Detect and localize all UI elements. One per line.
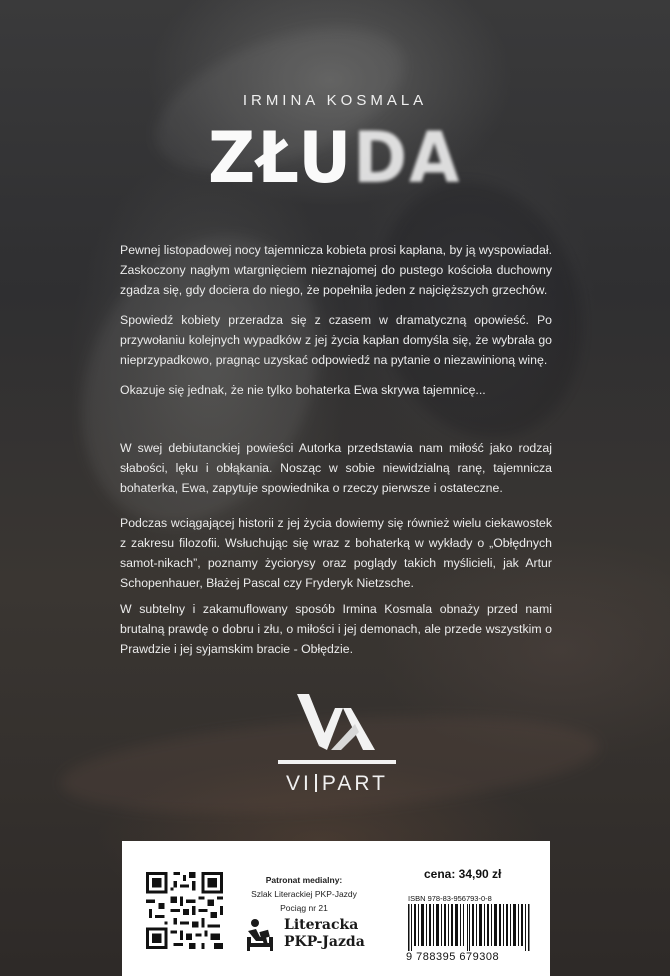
publisher-bar bbox=[315, 774, 317, 792]
qr-code-icon bbox=[146, 872, 223, 949]
brand-line: PKP-Jazda bbox=[284, 934, 365, 950]
info-panel bbox=[122, 841, 550, 976]
book-title bbox=[208, 118, 461, 198]
title-main: ZŁU bbox=[208, 117, 354, 199]
patron-line: Szlak Literackiej PKP-Jazdy bbox=[251, 889, 357, 899]
blurb-paragraph: Pewnej listopadowej nocy tajemnicza kobieta prosi kapłana, by ją wyspowiadał. Zaskoczony nagłym wtargnięciem nieznajomej do pustego kościoła duchowny zgadza się, gdy dociera do niego, że popełniła jeden z najcięższych grzechów. bbox=[120, 243, 552, 297]
barcode-number: 9 788395 679308 bbox=[406, 951, 500, 963]
price-label: cena: 34,90 zł bbox=[424, 867, 502, 881]
literacka-pkp-jazda-logo bbox=[244, 917, 384, 957]
author-name: IRMINA KOSMALA bbox=[242, 92, 428, 109]
blurb-paragraph: Spowiedź kobiety przeradza się z czasem w dramatyczną opowieść. Po przywołaniu kolejnych wypadków z jej życia kapłan domyśla się, że wybrała go nieprzypadkowo, pragnąc uzyskać odpowiedź na pytanie o niezawinioną winę. bbox=[120, 313, 552, 367]
blurb-paragraph: Podczas wciągającej historii z jej życia dowiemy się również wielu ciekawostek z zakresu filozofii. Wsłuchując się wraz z bohaterką w wykłady o „Obłędnych samot-nikach”, poznamy życiorysy oraz poglądy takich myślicieli, jak Artur Schopenhauer, Błażej Pascal czy Fryderyk Nietzsche. bbox=[120, 516, 552, 590]
logo-divider bbox=[278, 760, 396, 764]
title-fade: DA bbox=[353, 117, 462, 199]
media-patron bbox=[238, 873, 370, 915]
reader-armchair-icon bbox=[244, 917, 280, 953]
publisher-name bbox=[274, 772, 400, 796]
barcode-icon bbox=[408, 904, 530, 951]
blurb-paragraph: W swej debiutanckiej powieści Autorka przedstawia nam miłość jako rodzaj słabości, lęku i obłąkania. Nosząc w sobie niewidzialną ranę, tajemnicza bohaterka, Ewa, zapytuje spowiednika o rzeczy pierwsze i ostateczne. bbox=[120, 441, 552, 495]
publisher-name-left: VI bbox=[286, 772, 312, 795]
publisher-name-right: PART bbox=[321, 772, 388, 795]
blurb-paragraph: W subtelny i zakamuflowany sposób Irmina Kosmala obnaży przed nami brutalną prawdę o dobru i złu, o miłości i jej demonach, ale przede wszystkim o Prawdzie i jej syjamskim bracie - Obłędzie. bbox=[120, 602, 552, 656]
blurb-paragraph: Okazuje się jednak, że nie tylko bohaterka Ewa skrywa tajemnicę... bbox=[120, 383, 486, 397]
brand-line: Literacka bbox=[284, 917, 359, 933]
patron-line: Pociąg nr 21 bbox=[280, 903, 328, 913]
isbn-label: ISBN 978-83-956793-0-8 bbox=[408, 894, 492, 903]
patron-heading: Patronat medialny: bbox=[265, 875, 343, 885]
